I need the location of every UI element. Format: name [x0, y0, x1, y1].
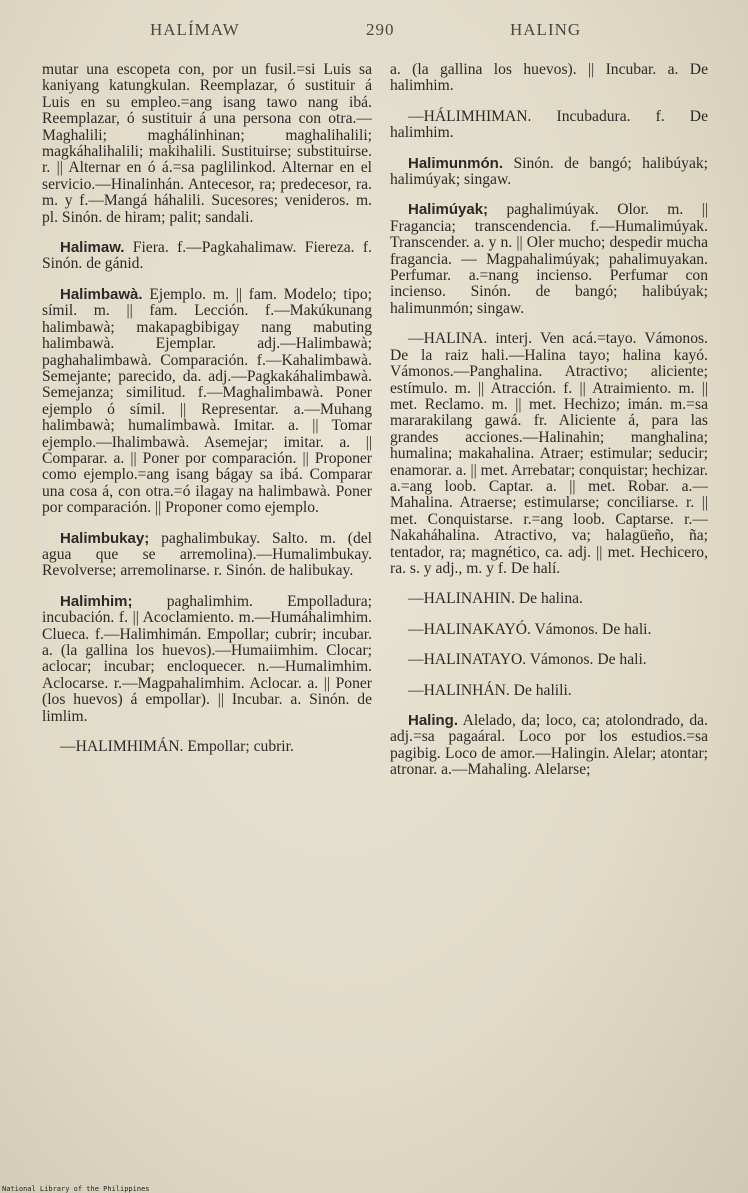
entry-halina: —HALINA. interj. Ven acá.=tayo. Vámonos. De la raiz hali.—Halina tayo; halina kayó. Vámonos.—Panghalina. Atractivo; aliciente; estímulo. m. || Atracción. f. || Atraimiento. m. || met. Reclamo. m. || met. Hechizo; imán. m.=sa mararakilang gawá. fr. Aliciente á, para las grandes acciones.—Halinahin; manghalina; humalina; makahalina. Atraer; estimular; seducir; enamorar. a. || met. Arrebatar; conquistar; hechizar. a.=ang loob. Captar. a. || met. Robar. a.—Mahalina. Atraerse; estimularse; conciliarse. r. || met. Conquistarse. r.=ang loob. Captarse. r.—Nakaháhalina. Atractivo, va; halagüeño, ña; tentador, ra; magnético, ca. adj. || met. Hechicero, ra. s. y adj., m. y f. De halí.: [390, 330, 708, 577]
entry-continuation-right: a. (la gallina los huevos). || Incubar. a. De halimhim.: [390, 62, 708, 95]
running-head: [0, 20, 748, 44]
entry-halinakayo: —HALINAKAYÓ. Vámonos. De hali.: [408, 620, 652, 638]
entry-halinahin: —HALINAHIN. De halina.: [408, 590, 583, 608]
entry-halimunmon: Halimunmón. Sinón. de bangó; halibúyak; halimúyak; singaw.: [390, 154, 708, 189]
library-footer: National Library of the Philippines: [2, 1185, 150, 1193]
entry-haling: Haling. Alelado, da; loco, ca; atolondrado, da. adj.=sa pagaáral. Loco por los estudios.=sa pagibig. Loco de amor.—Halingin. Alelar; atontar; atronar. a.—Mahaling. Alelarse;: [390, 712, 708, 779]
entry-continuation: mutar una escopeta con, por un fusil.=si Luis sa kaniyang katungkulan. Reemplazar, ó sustituir á Luis en su empleo.=ang isang tawo nang ibá. Reemplazar, ó sustituir á una persona con otra.—Maghalili; maghálinhinan; maghalihalili; magkáhalihalili; makihalili. Sustituirse; substituirse. r. || Alternar en ó á.=sa paglilinkod. Alternar en el servicio.—Hinalinhán. Antecesor, ra; predecesor, ra. m. y f.—Mangá háhalili. Sucesores; venideros. m. pl. Sinón. de hiram; palit; sandali.: [42, 62, 372, 226]
entry-halimbukay: Halimbukay; paghalimbukay. Salto. m. (del agua que se arremolina).—Humalimbukay. Revolverse; arremolinarse. r. Sinón. de halibukay.: [42, 529, 372, 580]
header-left-word: HALÍMAW: [150, 20, 240, 39]
header-right-word: HALING: [510, 20, 582, 39]
entry-halimhim: Halimhim; paghalimhim. Empolladura; incubación. f. || Acoclamiento. m.—Humáhalimhim. Clueca. f.—Halimhimán. Empollar; cubrir; incubar. a. (la gallina los huevos).—Humaiimhim. Clocar; aclocar; incubar; encloquecer. n.—Humalimhim. Aclocarse. r.—Magpahalimhim. Aclocar. a. || Poner (los huevos) á empollar). || Incubar. a. Sinón. de limlim.: [42, 592, 372, 725]
left-column: [42, 62, 372, 1172]
entry-halimhiman-2: —HÁLIMHIMAN. Incubadura. f. De halimhim.: [390, 107, 708, 142]
entry-halinatayo: —HALINATAYO. Vámonos. De hali.: [408, 651, 647, 669]
entry-halimaw: Halimaw. Fiera. f.—Pagkahalimaw. Fiereza. f. Sinón. de gánid.: [42, 239, 372, 273]
entry-halimuyak: Halimúyak; paghalimúyak. Olor. m. || Fragancia; transcendencia. f.—Humalimúyak. Transcender. a. y n. || Oler mucho; despedir mucha fragancia. — Magpahalimúyak; pahalimuyakan. Perfumar. a.=nang incienso. Perfumar con incienso. Sinón. de bangó; halibúyak; halimunmón; singaw.: [390, 201, 708, 317]
entry-halimhiman: —HALIMHIMÁN. Empollar; cubrir.: [60, 738, 294, 756]
entry-halinhan: —HALINHÁN. De halili.: [408, 681, 572, 699]
right-column: [390, 62, 708, 1172]
entry-halimbawa: Halimbawà. Ejemplo. m. || fam. Modelo; tipo; símil. m. || fam. Lección. f.—Makúkunang halimbawà; makapagbibigay nang mabuting halimbawà. Ejemplar. adj.—Halimbawà; paghahalimbawà. Comparación. f.—Kahalimbawà. Semejante; parecido, da. adj.—Pagkakáhalimbawà. Semejanza; similitud. f.—Maghalimbawà. Poner ejemplo ó símil. || Representar. a.—Muhang halimbawà; humalimbawà. Imitar. a. || Tomar ejemplo.—Ihalimbawà. Asemejar; imitar. a. || Comparar. a. || Poner por comparación. || Proponer como ejemplo.=ang isang bágay sa ibá. Comparar una cosa á, con otra.=ó ilagay na halimbawà. Poner por comparación. || Proponer como ejemplo.: [42, 285, 372, 517]
page-number: 290: [366, 20, 395, 39]
